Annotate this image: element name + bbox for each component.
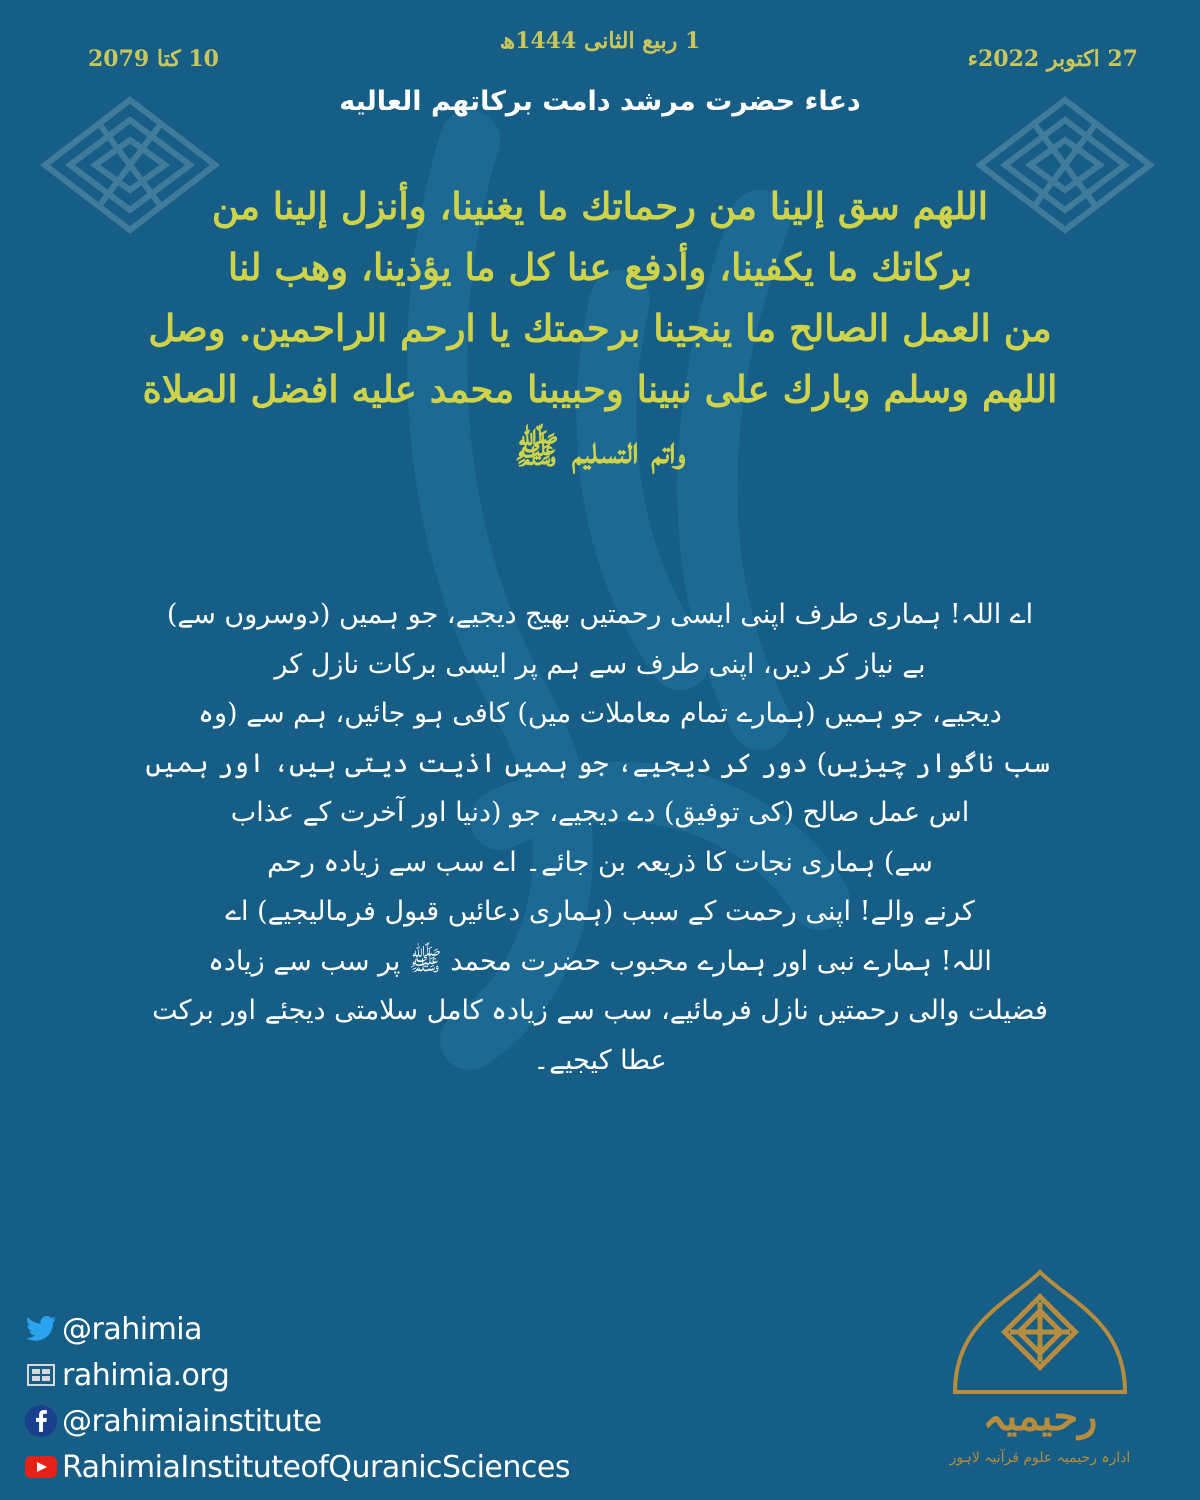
logo-name: رحیمیہ (982, 1393, 1098, 1440)
arabic-line: اللهم وسلم وبارك على نبينا وحبيبنا محمد عليه افضل الصلاة (142, 367, 1058, 411)
arabic-line: واتم التسليم ﷺ (514, 428, 686, 472)
urdu-line: سے) ہماری نجات کا ذریعہ بن جائے۔ اے سب سے زیادہ رحم (267, 846, 933, 878)
arabic-line: اللهم سق إلينا من رحماتك ما يغنينا، وأنزل إلينا من (211, 184, 989, 228)
social-links (24, 1306, 570, 1490)
youtube-channel: RahimiaInstituteofQuranicSciences (62, 1449, 570, 1485)
facebook-handle: @rahimiainstitute (62, 1403, 322, 1439)
website-link[interactable] (24, 1352, 570, 1398)
twitter-handle: @rahimia (62, 1311, 203, 1347)
dua-heading: دعاء حضرت مرشد دامت برکاتهم العالیه (339, 86, 861, 117)
urdu-line: فضیلت والی رحمتیں نازل فرمائیے، سب سے زیادہ کامل سلامتی دیجئے اور برکت (152, 995, 1048, 1026)
rahimia-logo (910, 1262, 1170, 1492)
hijri-date: 1 ربیع الثانی 1444ھ (499, 28, 701, 54)
urdu-line: بے نیاز کر دیں، اپنی طرف سے ہم پر ایسی برکات نازل کر (274, 648, 926, 680)
knot-emblem (1005, 1297, 1076, 1368)
website-icon (24, 1358, 58, 1392)
urdu-translation (145, 590, 1050, 1085)
urdu-line: دیجیے، جو ہمیں (ہمارے تمام معاملات میں) کافی ہو جائیں، ہم سے (وہ (198, 698, 1002, 729)
arabic-line: بركاتك ما يكفينا، وأدفع عنا كل ما يؤذينا، وهب لنا (227, 245, 973, 289)
youtube-icon (24, 1450, 58, 1484)
urdu-line: سب ناگوار چیزیں) دور کر دیجیے، جو ہمیں اذیت دیتی ہیں، اور ہمیں (145, 747, 1050, 779)
youtube-link[interactable] (24, 1444, 570, 1490)
twitter-bird-icon (24, 1312, 58, 1346)
gregorian-date: 27 اکتوبر 2022ء (967, 46, 1138, 72)
urdu-line: عطا کیجیے۔ (533, 1044, 667, 1076)
facebook-link[interactable] (24, 1398, 570, 1444)
urdu-line: اللہ! ہمارے نبی اور ہمارے محبوب حضرت محمد ﷺ پر سب سے زیادہ (208, 945, 992, 977)
website-url: rahimia.org (62, 1357, 230, 1393)
urdu-line: کرنے والے! اپنی رحمت کے سبب (ہماری دعائیں قبول فرمالیجیے) اے (225, 896, 975, 927)
twitter-link[interactable] (24, 1306, 570, 1352)
bikrami-date: 10 کتا 2079 (88, 46, 219, 72)
arabic-line: من العمل الصالح ما ينجينا برحمتك يا ارحم الراحمين. وصل (148, 306, 1052, 350)
arabic-dua (100, 176, 1100, 481)
urdu-line: اے اللہ! ہماری طرف اپنی ایسی رحمتیں بھیج دیجیے، جو ہمیں (دوسروں سے) (166, 599, 1034, 630)
logo-subtitle: ادارہ رحیمیہ علوم قرآنیہ لاہور (949, 1450, 1131, 1466)
urdu-line: اس عمل صالح (کی توفیق) دے دیجیے، جو (دنیا اور آخرت کے عذاب (230, 797, 970, 828)
facebook-icon (24, 1404, 58, 1438)
